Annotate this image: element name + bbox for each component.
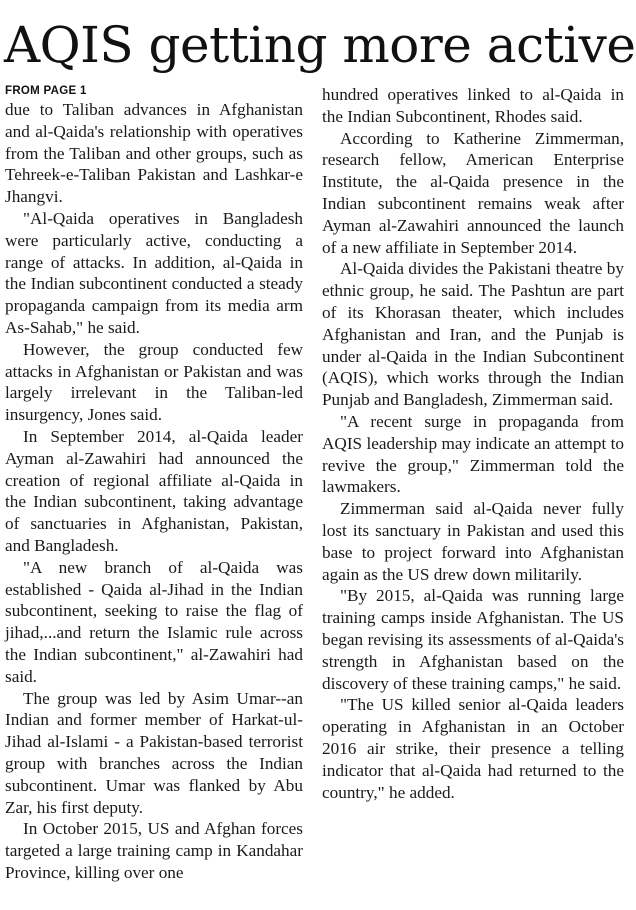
left-column [5, 84, 303, 884]
headline: AQIS getting more active [4, 16, 636, 74]
paragraph: "Al-Qaida operatives in Bangladesh were particularly active, conducting a range of attacks. In addition, al-Qaida in the Indian subcontinent conducted a steady propaganda campaign from its media arm As-Sahab," he said. [5, 208, 303, 337]
continuation-kicker: FROM PAGE 1 [5, 85, 87, 97]
paragraph: Al-Qaida divides the Pakistani theatre by ethnic group, he said. The Pashtun are part of its Khorasan theater, which includes Afghanistan and Iran, and the Punjab is under al-Qaida in the Indian Subcontinent (AQIS), which works through the Indian Punjab and Bangladesh, Zimmerman said. [322, 259, 624, 410]
paragraph: In September 2014, al-Qaida leader Ayman al-Zawahiri had announced the creation of regional affiliate al-Qaida in the Indian subcontinent, taking advantage of sanctuaries in Afghanistan, Pakistan, and Bangladesh. [5, 426, 303, 555]
right-column [322, 84, 624, 803]
paragraph: "A new branch of al-Qaida was established - Qaida al-Jihad in the Indian subcontinent, seeking to raise the flag of jihad,...and return the Islamic rule across the Indian subcontinent," al-Zawahiri had said. [5, 557, 303, 686]
paragraph: "A recent surge in propaganda from AQIS leadership may indicate an attempt to revive the group," Zimmerman told the lawmakers. [322, 411, 624, 497]
paragraph: According to Katherine Zimmerman, research fellow, American Enterprise Institute, the al-Qaida presence in the Indian subcontinent remains weak after Ayman al-Zawahiri announced the launch of a new affiliate in September 2014. [322, 128, 624, 257]
paragraph: In October 2015, US and Afghan forces targeted a large training camp in Kandahar Province, killing over one [5, 819, 303, 882]
paragraph: The group was led by Asim Umar--an Indian and former member of Harkat-ul-Jihad al-Islami - a Pakistan-based terrorist group with branches across the Indian subcontinent. Umar was flanked by Abu Zar, his first deputy. [5, 688, 303, 817]
paragraph: Zimmerman said al-Qaida never fully lost its sanctuary in Pakistan and used this base to project forward into Afghanistan again as the US drew down militarily. [322, 499, 624, 584]
paragraph: However, the group conducted few attacks in Afghanistan or Pakistan and was largely irrelevant in the Taliban-led insurgency, Jones said. [5, 339, 303, 425]
paragraph: "The US killed senior al-Qaida leaders operating in Afghanistan in an October 2016 air strike, their presence a telling indicator that al-Qaida had returned to the country," he added. [322, 695, 624, 802]
paragraph: due to Taliban advances in Afghanistan and al-Qaida's relationship with operatives from the Taliban and other groups, such as Tehreek-e-Taliban Pakistan and Lashkar-e Jhangvi. [5, 100, 303, 207]
paragraph: hundred operatives linked to al-Qaida in the Indian Subcontinent, Rhodes said. [322, 85, 624, 126]
paragraph: "By 2015, al-Qaida was running large training camps inside Afghanistan. The US began revising its assessments of al-Qaida's strength in Afghanistan based on the discovery of these training camps," he said. [322, 586, 624, 693]
